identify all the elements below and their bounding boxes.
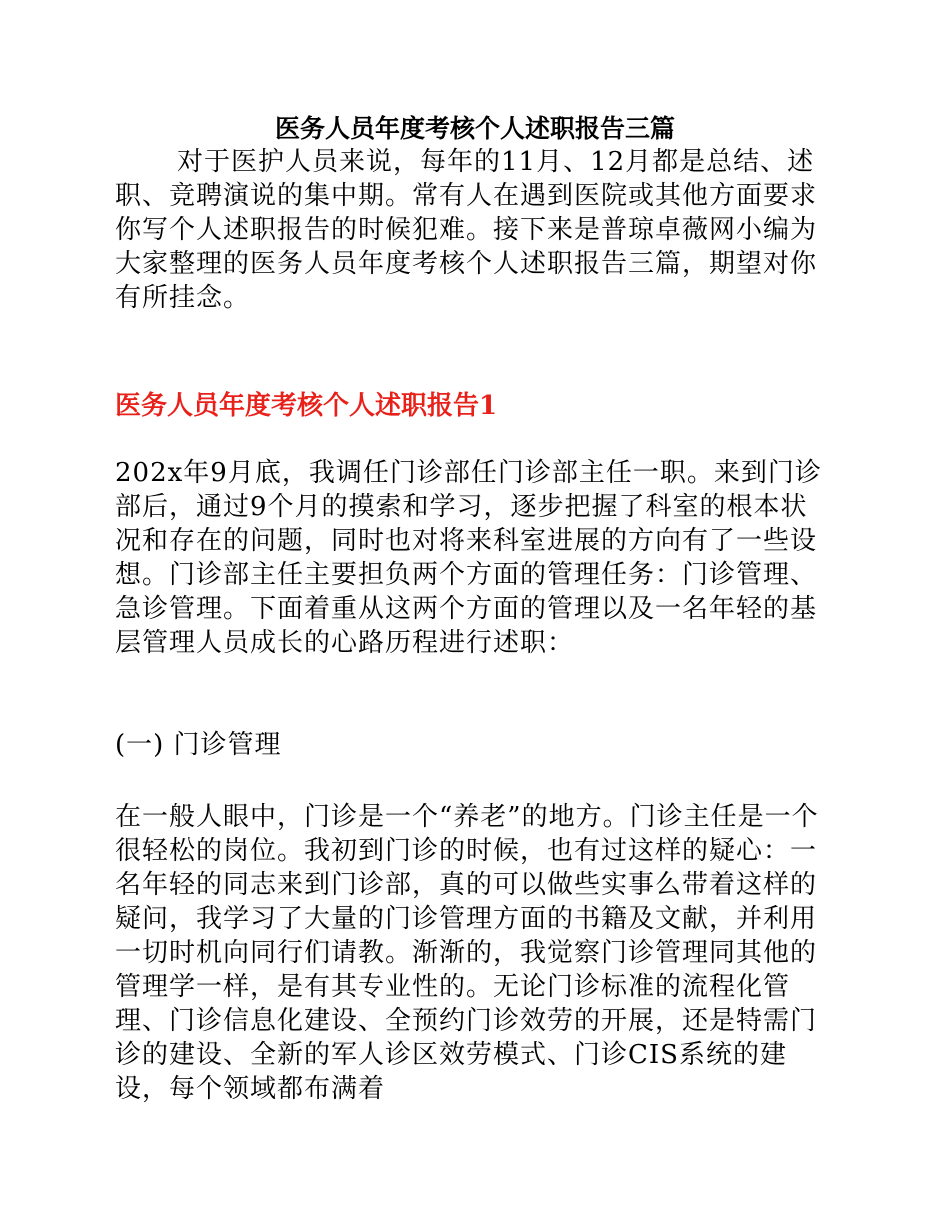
document-title: 医务人员年度考核个人述职报告三篇 [274,114,675,143]
section1-paragraph-1: 202x年9月底，我调任门诊部任门诊部主任一职。来到门诊部后，通过9个月的摸索和学习，逐步把握了科室的根本状况和存在的问题，同时也对将来科室进展的方向有了一些设想。门诊部主任主要担负两个方面的管理任务：门诊管理、急诊管理。下面着重从这两个方面的管理以及一名年轻的基层管理人员成长的心路历程进行述职： [115,458,822,658]
section1-subheading: (一) 门诊管理 [115,730,282,760]
section-heading-1: 医务人员年度考核个人述职报告1 [115,391,498,421]
intro-paragraph: 对于医护人员来说，每年的11月、12月都是总结、述职、竞聘演说的集中期。常有人在遇到医院或其他方面要求你写个人述职报告的时候犯难。接下来是普琼卓薇网小编为大家整理的医务人员年度考核个人述职报告三篇，期望对你有所挂念。 [115,147,818,313]
section1-paragraph-2: 在一般人眼中，门诊是一个“养老”的地方。门诊主任是一个很轻松的岗位。我初到门诊的时候，也有过这样的疑心：一名年轻的同志来到门诊部，真的可以做些实事么带着这样的疑问，我学习了大量的门诊管理方面的书籍及文献，并利用一切时机向同行们请教。渐渐的，我觉察门诊管理同其他的管理学一样，是有其专业性的。无论门诊标准的流程化管理、门诊信息化建设、全预约门诊效劳的开展，还是特需门诊的建设、全新的军人诊区效劳模式、门诊CIS系统的建设，每个领域都布满着 [115,802,819,1104]
